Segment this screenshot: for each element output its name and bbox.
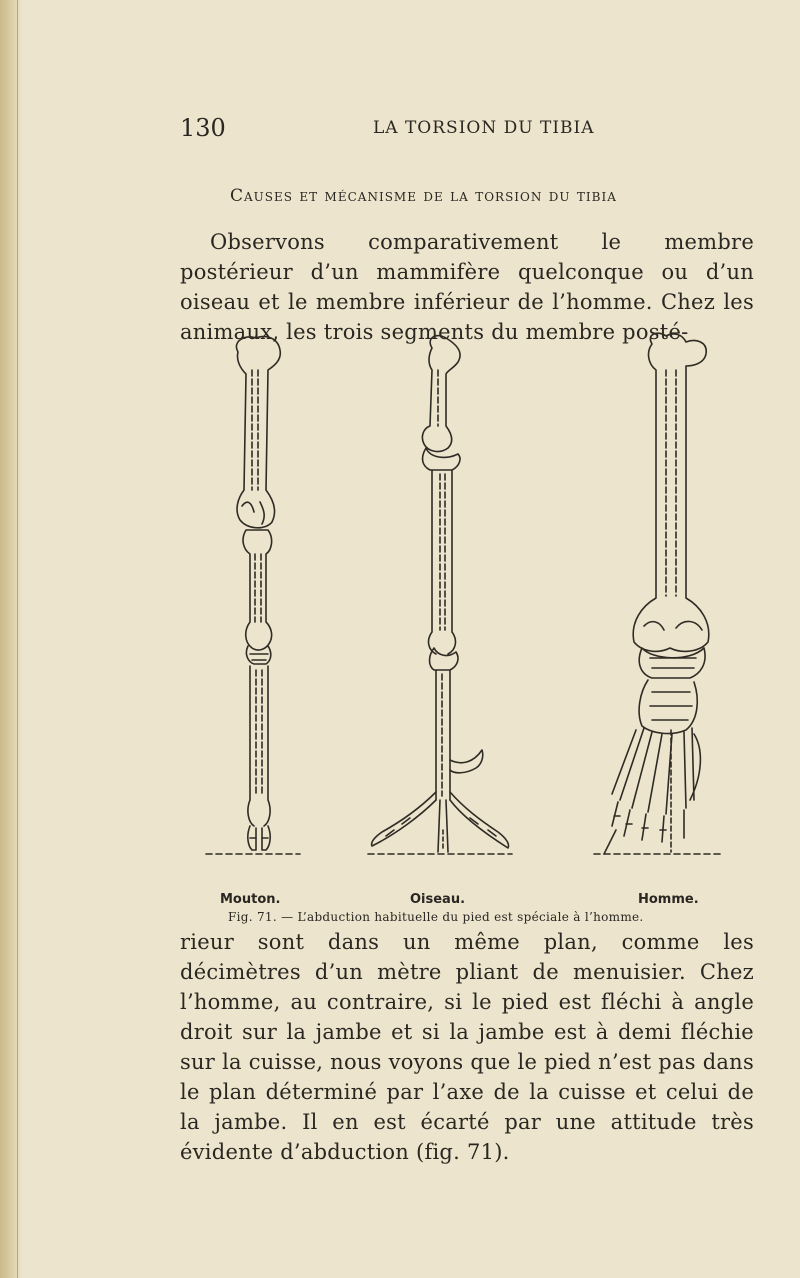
page-number: 130 <box>180 114 226 142</box>
label-oiseau: Oiseau. <box>410 892 466 907</box>
running-head: LA TORSION DU TIBIA <box>373 118 595 138</box>
label-mouton: Mouton. <box>220 892 281 907</box>
human-limb-drawing <box>594 333 720 854</box>
label-homme: Homme. <box>638 892 699 907</box>
paragraph-continuation: rieur sont dans un même plan, comme les décimètres d’un mètre pliant de menuisier. Chez l’homme, au contraire, si le pied est fléchi à angle droit sur la jambe et si la jambe est à demi fléchie sur la cuisse, nous voyons que le pied n’est pas dans le plan déterminé par l’axe de la cuisse et celui de la jambe. Il en est écarté par une attitude très évidente d’abduction (fig. 71). <box>180 930 754 1164</box>
page-edge <box>0 0 22 1278</box>
paragraph-intro: Observons comparativement le membre postérieur d’un mammifère quelconque ou d’un oiseau et le membre inférieur de l’homme. Chez les animaux, les trois segments du membre posté- <box>180 230 754 344</box>
bird-limb-drawing <box>368 336 512 854</box>
figure-labels <box>200 892 740 912</box>
figure-caption: Fig. 71. — L’abduction habituelle du pied est spéciale à l’homme. <box>228 910 644 924</box>
section-title: Causes et mécanisme de la torsion du tibia <box>230 186 617 206</box>
sheep-limb-drawing <box>206 337 300 855</box>
figure-71-illustration <box>200 330 740 890</box>
